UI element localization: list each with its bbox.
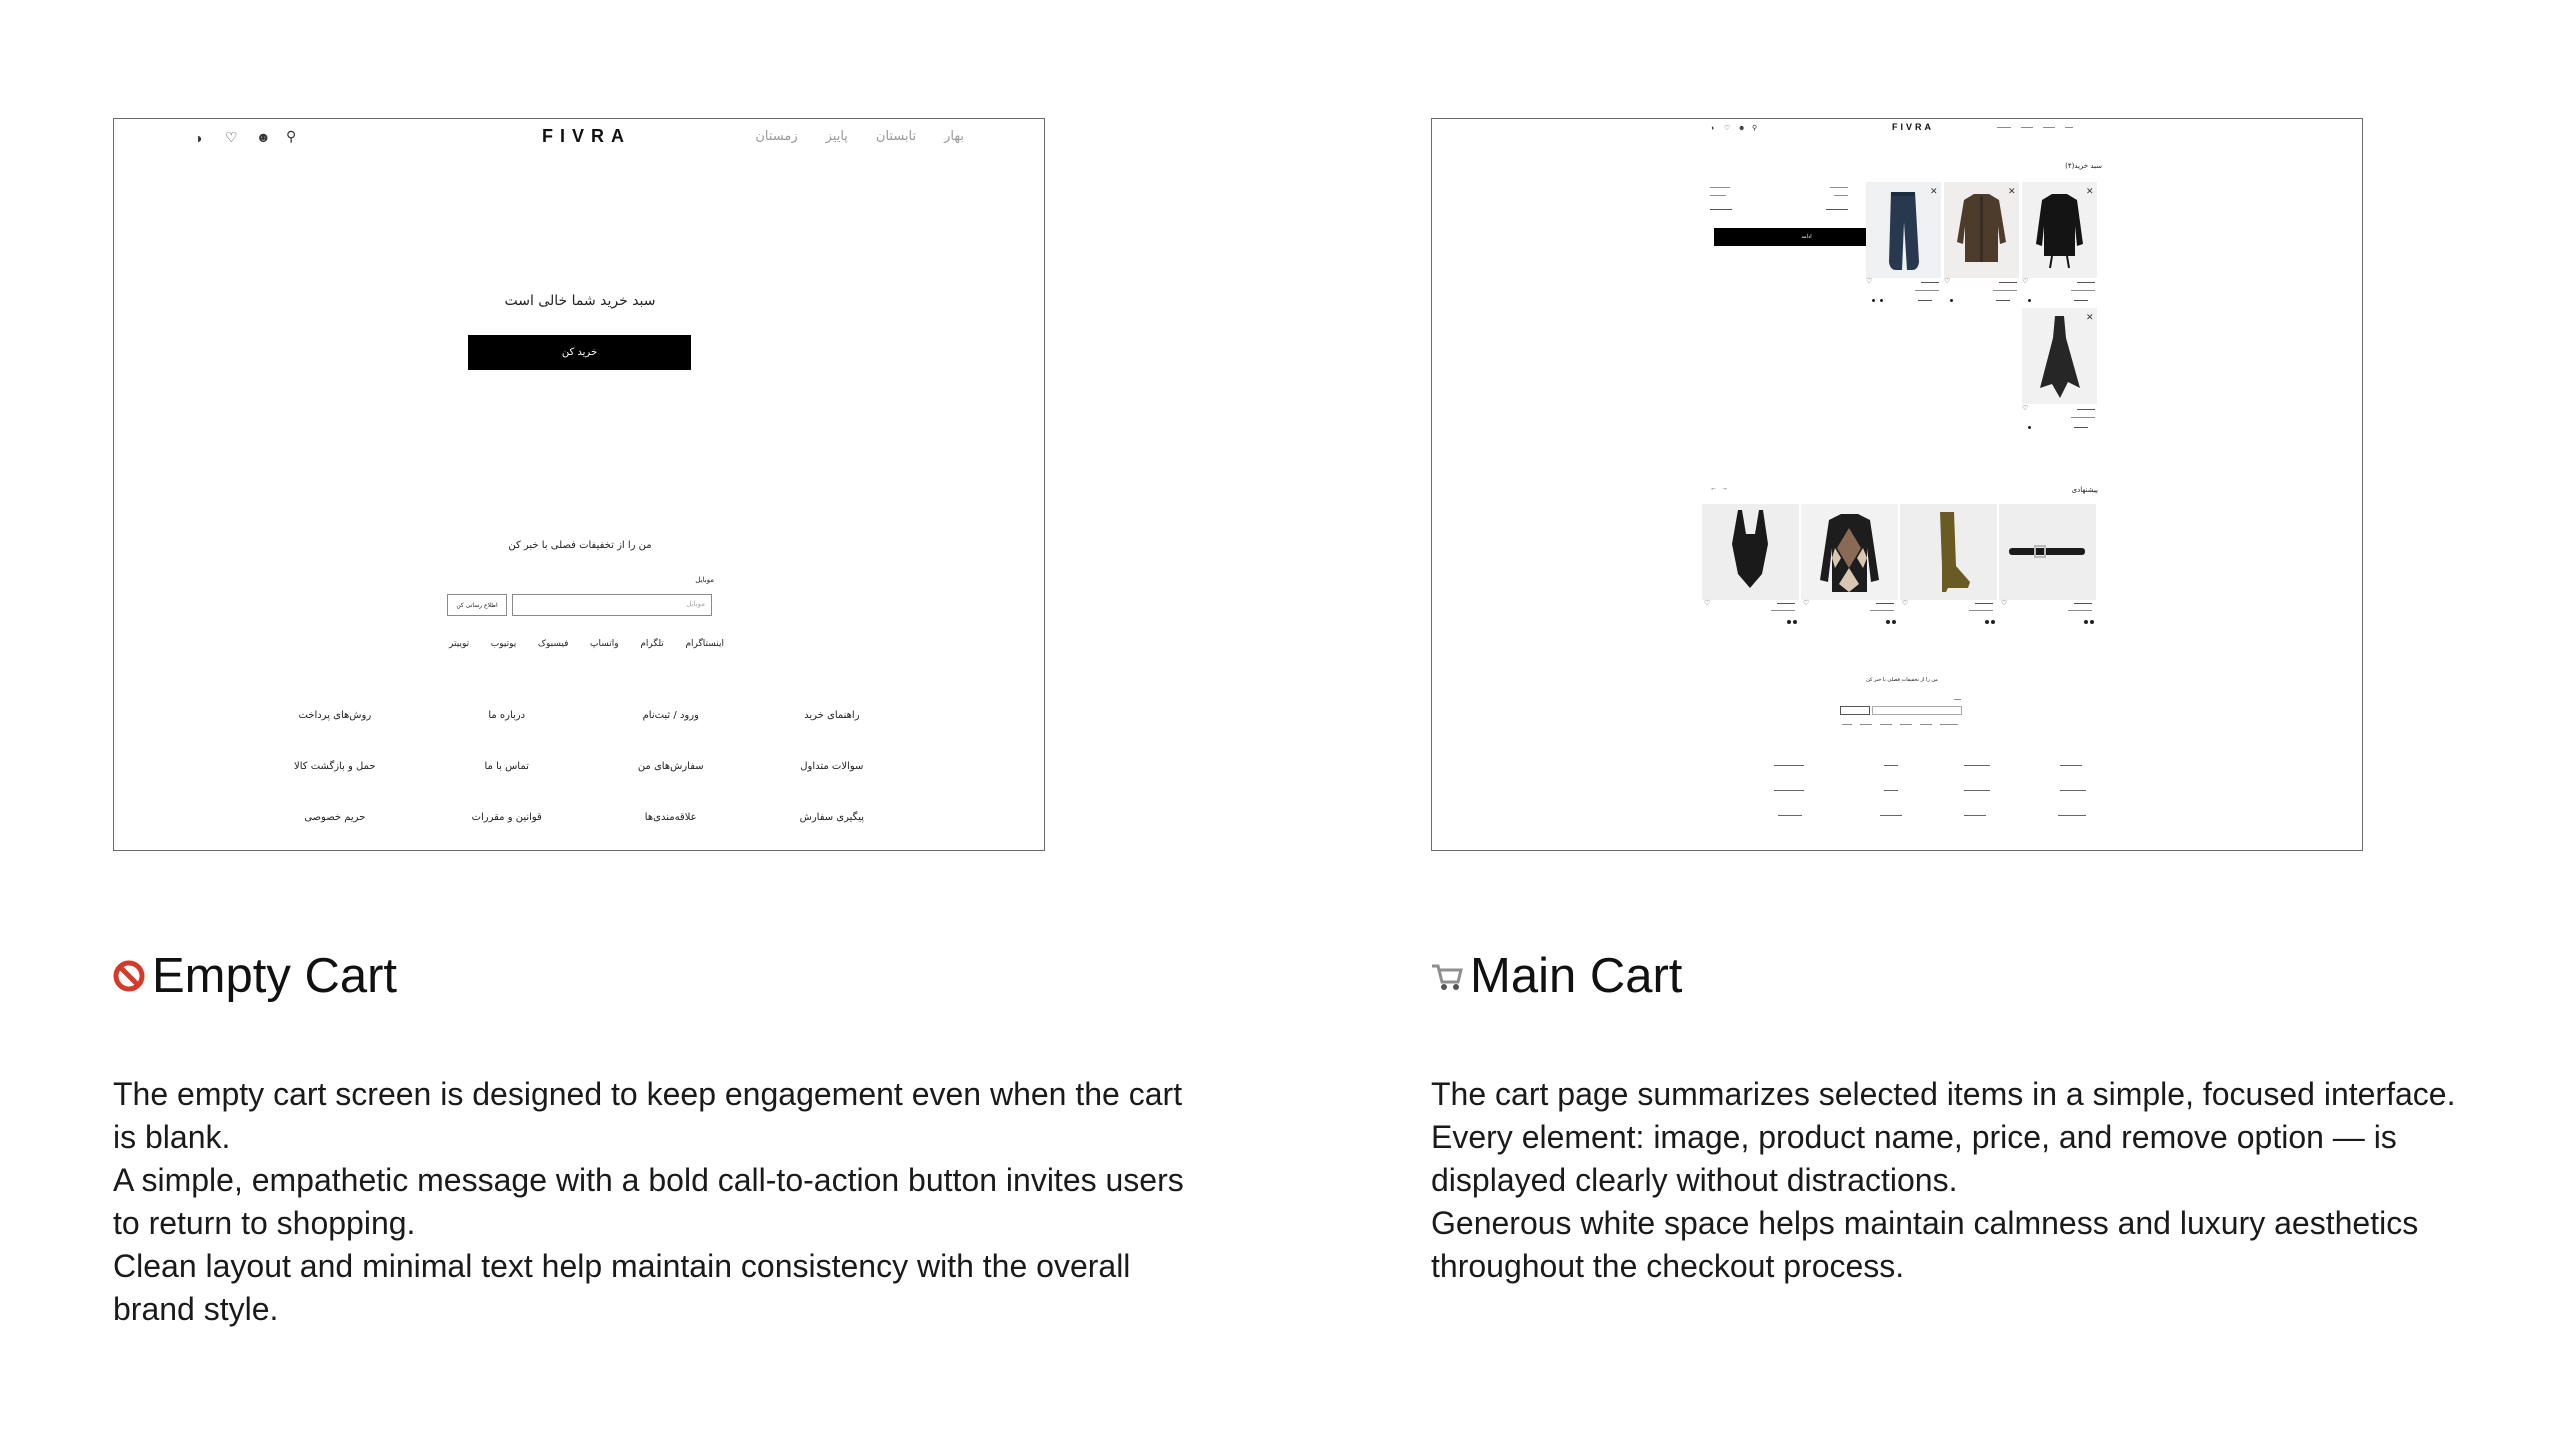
brand-logo[interactable]: FIVRA	[542, 126, 631, 146]
item-name	[1876, 603, 1894, 604]
newsletter-title: من را از تخفیفات فصلی با خبر کن	[508, 540, 652, 551]
caption-title-text: Empty Cart	[152, 949, 398, 1003]
footer-link[interactable]	[2058, 815, 2086, 816]
bag-icon[interactable]: ◑	[1710, 125, 1715, 132]
footer-link[interactable]	[2060, 765, 2082, 766]
social-link[interactable]	[1900, 724, 1912, 725]
footer-link[interactable]: قوانین و مقررات	[471, 812, 542, 823]
item-size	[2074, 427, 2088, 428]
product-image[interactable]	[2022, 182, 2097, 278]
item-size	[1918, 300, 1932, 301]
wishlist-icon[interactable]: ♡	[1704, 600, 1711, 607]
social-link[interactable]	[1880, 724, 1892, 725]
arrow-right-icon[interactable]: →	[1721, 485, 1728, 492]
item-size	[1996, 300, 2010, 301]
footer-link[interactable]	[1964, 765, 1990, 766]
social-telegram[interactable]: تلگرام	[640, 639, 664, 649]
color-swatch[interactable]	[1991, 620, 1995, 624]
notify-button[interactable]: اطلاع رسانی کن	[447, 594, 507, 616]
caption-line: Clean layout and minimal text help maintain consistency with the overall brand style.	[113, 1248, 1131, 1327]
main-cart-caption-body	[1431, 1073, 2511, 1288]
footer-link[interactable]	[1774, 790, 1804, 791]
recommendation-image[interactable]	[1801, 504, 1898, 600]
footer-column	[638, 710, 704, 823]
checkout-button[interactable]: ادامه	[1714, 228, 1899, 246]
nav-spring[interactable]: بهار	[944, 129, 964, 144]
nav-winter[interactable]: زمستان	[755, 129, 798, 144]
item-price	[2071, 290, 2095, 291]
summary-total	[1710, 209, 1732, 210]
size-option[interactable]	[1950, 299, 1953, 302]
summary-line	[1834, 195, 1848, 196]
social-link[interactable]	[1842, 724, 1852, 725]
no-entry-icon	[112, 959, 146, 993]
footer-links	[294, 710, 864, 823]
footer-link[interactable]: سوالات متداول	[800, 761, 864, 772]
footer-link[interactable]: روش‌های پرداخت	[298, 710, 372, 721]
item-name	[1777, 603, 1795, 604]
color-swatch[interactable]	[1886, 620, 1890, 624]
social-link[interactable]	[1940, 724, 1958, 725]
nav-link[interactable]	[2065, 127, 2073, 128]
item-name	[2077, 409, 2095, 410]
footer-link[interactable]	[1964, 790, 1990, 791]
season-nav	[755, 129, 964, 144]
caption-line: A simple, empathetic message with a bold call-to-action button invites users to return to shopping.	[113, 1162, 1184, 1241]
remove-item-icon[interactable]: ✕	[2086, 186, 2094, 196]
footer-link[interactable]	[1778, 815, 1802, 816]
size-option[interactable]	[1872, 299, 1875, 302]
item-name	[2077, 282, 2095, 283]
heart-icon[interactable]: ♡	[1724, 125, 1731, 132]
social-twitter[interactable]: توییتر	[449, 639, 470, 649]
mobile-input[interactable]	[512, 594, 712, 616]
wishlist-icon[interactable]: ♡	[2022, 405, 2029, 412]
size-option[interactable]	[2028, 426, 2031, 429]
arrow-left-icon[interactable]: ←	[1710, 485, 1717, 492]
footer-link[interactable]: ورود / ثبت‌نام	[642, 710, 699, 721]
caption-title-text: Main Cart	[1470, 949, 1683, 1003]
heart-icon[interactable]: ♡	[225, 129, 238, 145]
brown-jacket-image	[1944, 182, 2019, 278]
wishlist-icon[interactable]: ♡	[1803, 600, 1810, 607]
boots-image	[1900, 504, 1997, 600]
product-image[interactable]	[1944, 182, 2019, 278]
wishlist-icon[interactable]: ♡	[1902, 600, 1909, 607]
caption-line: The cart page summarizes selected items in a simple, focused interface.	[1431, 1076, 2456, 1112]
summary-line	[1710, 187, 1730, 188]
footer-link[interactable]: درباره ما	[488, 710, 526, 721]
color-swatch[interactable]	[2090, 620, 2094, 624]
shop-now-button[interactable]: خرید کن	[468, 335, 691, 370]
summary-line	[1710, 195, 1726, 196]
user-icon[interactable]: ☻	[1738, 125, 1746, 132]
footer-link[interactable]: حمل و بازگشت کالا	[294, 761, 376, 772]
wishlist-icon[interactable]: ♡	[2001, 600, 2008, 607]
item-size	[2074, 300, 2088, 301]
social-whatsapp[interactable]: واتساپ	[590, 639, 619, 649]
footer-link[interactable]: علاقه‌مندی‌ها	[644, 812, 697, 823]
main-cart-caption-title	[1430, 948, 1682, 1004]
item-name	[1921, 282, 1939, 283]
item-price	[2068, 610, 2092, 611]
item-price	[1969, 610, 1993, 611]
footer-link[interactable]	[1964, 815, 1986, 816]
nav-link[interactable]	[2021, 127, 2033, 128]
nav-summer[interactable]: تابستان	[875, 129, 917, 144]
social-links	[449, 639, 724, 649]
black-jacket-image	[2022, 182, 2097, 278]
bag-icon[interactable]: ◑	[194, 130, 203, 146]
remove-item-icon[interactable]: ✕	[2086, 312, 2094, 322]
summary-total	[1826, 209, 1848, 210]
color-swatch[interactable]	[1892, 620, 1896, 624]
jeans-image	[1866, 182, 1941, 278]
user-icon[interactable]: ☻	[256, 129, 271, 145]
empty-cart-screenshot	[113, 118, 1045, 851]
size-option[interactable]	[1880, 299, 1883, 302]
item-price	[1771, 610, 1795, 611]
item-name	[2074, 603, 2092, 604]
footer-column	[800, 710, 864, 823]
recommendation-image[interactable]	[1900, 504, 1997, 600]
cart-title: سبد خرید(۴)	[2065, 162, 2102, 170]
color-swatch[interactable]	[1985, 620, 1989, 624]
social-link[interactable]	[1920, 724, 1932, 725]
social-youtube[interactable]: یوتیوب	[490, 639, 517, 649]
size-option[interactable]	[2028, 299, 2031, 302]
color-swatch[interactable]	[2084, 620, 2088, 624]
item-price	[2071, 417, 2095, 418]
bodysuit-image	[1702, 504, 1799, 600]
footer-link[interactable]	[1880, 815, 1902, 816]
social-facebook[interactable]: فیسبوک	[537, 639, 569, 649]
empty-cart-caption-body	[113, 1073, 1213, 1331]
recommendation-image[interactable]	[1702, 504, 1799, 600]
main-cart-screenshot	[1431, 118, 2363, 851]
wishlist-icon[interactable]: ♡	[1866, 278, 1873, 285]
footer-link[interactable]: حریم خصوصی	[304, 812, 366, 823]
footer-link[interactable]	[1774, 765, 1804, 766]
caption-line: Generous white space helps maintain calmness and luxury aesthetics throughout the checkout process.	[1431, 1205, 2419, 1284]
social-link[interactable]	[1860, 724, 1872, 725]
argyle-sweater-image	[1801, 504, 1898, 600]
nav-link[interactable]	[1997, 127, 2011, 128]
product-image[interactable]	[2022, 308, 2097, 404]
footer-link[interactable]: راهنمای خرید	[804, 710, 860, 721]
item-name	[1999, 282, 2017, 283]
recommendation-image[interactable]	[1999, 504, 2096, 600]
shopping-cart-icon	[1430, 959, 1464, 993]
nav-autumn[interactable]: پاییز	[825, 129, 848, 144]
color-swatch[interactable]	[1787, 620, 1791, 624]
halter-dress-image	[2022, 308, 2097, 404]
wishlist-icon[interactable]: ♡	[1944, 278, 1951, 285]
mobile-label: موبایل	[695, 576, 714, 584]
footer-link[interactable]: پیگیری سفارش	[799, 812, 864, 823]
recommendations-title: پیشنهادی	[2071, 486, 2098, 494]
footer-link[interactable]: تماس با ما	[484, 761, 529, 772]
search-icon[interactable]: ⚲	[286, 128, 297, 144]
footer-column	[472, 710, 542, 823]
footer-link[interactable]	[2060, 790, 2086, 791]
footer-link[interactable]	[1884, 790, 1898, 791]
footer-column	[294, 710, 376, 823]
color-swatch[interactable]	[1793, 620, 1797, 624]
item-price	[1915, 290, 1939, 291]
wishlist-icon[interactable]: ♡	[2022, 278, 2029, 285]
notify-button[interactable]	[1840, 706, 1870, 715]
newsletter-title: من را از تخفیفات فصلی با خبر کن	[1866, 677, 1938, 683]
social-instagram[interactable]: اینستاگرام	[685, 639, 724, 649]
nav-link[interactable]	[2043, 127, 2055, 128]
brand-logo[interactable]: FIVRA	[1892, 122, 1934, 132]
search-icon[interactable]: ⚲	[1752, 125, 1758, 132]
caption-line: Every element: image, product name, price, and remove option — is displayed clearly without distractions.	[1431, 1119, 2397, 1198]
item-name	[1975, 603, 1993, 604]
mobile-label	[1954, 699, 1961, 700]
remove-item-icon[interactable]: ✕	[2008, 186, 2016, 196]
product-image[interactable]	[1866, 182, 1941, 278]
item-price	[1993, 290, 2017, 291]
empty-cart-message: سبد خرید شما خالی است	[504, 293, 656, 309]
footer-link[interactable]	[1884, 765, 1898, 766]
caption-line: The empty cart screen is designed to keep engagement even when the cart is blank.	[113, 1076, 1183, 1155]
empty-cart-caption-title	[112, 948, 397, 1004]
mobile-input-placeholder: موبایل	[686, 600, 705, 608]
mobile-input[interactable]	[1872, 706, 1962, 715]
belt-image	[1999, 504, 2096, 600]
summary-line	[1830, 187, 1848, 188]
item-price	[1870, 610, 1894, 611]
remove-item-icon[interactable]: ✕	[1930, 186, 1938, 196]
footer-link[interactable]: سفارش‌های من	[637, 761, 704, 772]
